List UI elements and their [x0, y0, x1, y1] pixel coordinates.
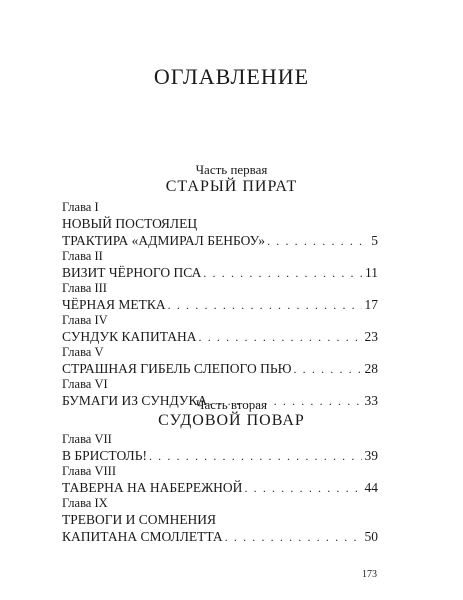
chapter-number: Глава IX [62, 496, 108, 510]
dot-leader [203, 265, 362, 282]
chapter-page: 11 [365, 265, 378, 280]
toc-part-1 [62, 200, 378, 409]
chapter-page: 17 [364, 297, 378, 312]
dot-leader [244, 480, 361, 497]
toc-entry [62, 479, 378, 496]
toc-entry [62, 328, 378, 345]
dot-leader [293, 361, 361, 378]
toc-entry [62, 528, 378, 545]
chapter-number: Глава V [62, 345, 104, 359]
chapter-title: БУМАГИ ИЗ СУНДУКА [62, 393, 208, 408]
dot-leader [199, 329, 362, 346]
page-number: 173 [362, 569, 377, 580]
chapter-title-line: ТРЕВОГИ И СОМНЕНИЯ [62, 512, 217, 527]
chapter-number: Глава III [62, 281, 107, 295]
chapter-title: В БРИСТОЛЬ! [62, 448, 147, 463]
toc-entry [62, 232, 378, 249]
page-title: ОГЛАВЛЕНИЕ [153, 64, 310, 89]
chapter-number: Глава VIII [62, 464, 116, 478]
chapter-number: Глава I [62, 200, 99, 214]
chapter-title: КАПИТАНА СМОЛЛЕТТА [62, 529, 223, 544]
dot-leader [149, 448, 362, 465]
chapter-number: Глава VII [62, 432, 112, 446]
chapter-page: 33 [364, 393, 378, 408]
part-1-label: Часть первая [195, 162, 268, 177]
dot-leader [225, 529, 362, 546]
chapter-number: Глава II [62, 249, 103, 263]
chapter-number: Глава IV [62, 313, 108, 327]
chapter-page: 44 [364, 480, 378, 495]
chapter-title: ТРАКТИРА «АДМИРАЛ БЕНБОУ» [62, 233, 266, 248]
chapter-title: СУНДУК КАПИТАНА [62, 329, 197, 344]
part-1-title: СТАРЫЙ ПИРАТ [165, 178, 298, 195]
chapter-title: СТРАШНАЯ ГИБЕЛЬ СЛЕПОГО ПЬЮ [62, 361, 292, 376]
chapter-title: ВИЗИТ ЧЁРНОГО ПСА [62, 265, 202, 280]
chapter-title-line: НОВЫЙ ПОСТОЯЛЕЦ [62, 216, 198, 231]
toc-entry [62, 447, 378, 464]
chapter-page: 23 [364, 329, 378, 344]
chapter-page: 28 [364, 361, 378, 376]
toc-entry [62, 360, 378, 377]
part-2-title: СУДОВОЙ ПОВАР [158, 412, 305, 429]
chapter-number: Глава VI [62, 377, 108, 391]
toc-entry [62, 296, 378, 313]
chapter-page: 5 [371, 233, 378, 248]
dot-leader [267, 233, 368, 250]
chapter-page: 39 [364, 448, 378, 463]
part-2-label: Часть вторая [196, 397, 267, 412]
toc-entry [62, 264, 378, 281]
chapter-title: ТАВЕРНА НА НАБЕРЕЖНОЙ [62, 480, 243, 495]
chapter-page: 50 [364, 529, 378, 544]
toc-part-2 [62, 432, 378, 545]
chapter-title: ЧЁРНАЯ МЕТКА [62, 297, 166, 312]
dot-leader [168, 297, 362, 314]
